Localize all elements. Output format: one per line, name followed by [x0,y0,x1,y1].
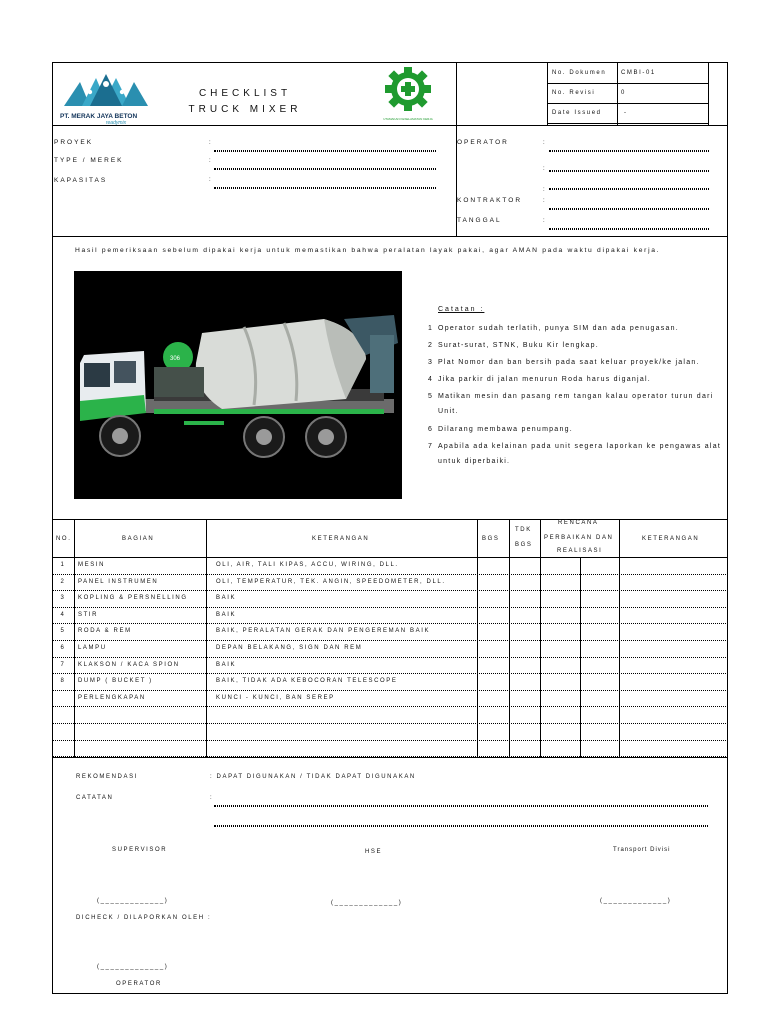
row-bagian: RODA & REM [78,628,132,634]
company-name: PT. MERAK JAYA BETON [60,113,138,120]
note-item: 2 Surat-surat, STNK, Buku Kir lengkap. [428,342,599,349]
operator-field[interactable] [549,150,709,152]
row-keterangan-cell-cell[interactable] [619,557,728,574]
kapasitas-field[interactable] [214,187,436,189]
row-realisasi-cell[interactable] [580,723,619,740]
row-keterangan-cell-cell[interactable] [619,723,728,740]
row-rencana-cell[interactable] [540,574,580,591]
row-no: 2 [60,579,66,585]
row-realisasi-cell[interactable] [580,657,619,674]
row-keterangan-cell-cell[interactable] [619,590,728,607]
row-tdk-bgs-cell[interactable] [509,673,540,690]
row-realisasi-cell[interactable] [580,673,619,690]
col-bgs: BGS [482,536,500,542]
row-keterangan-cell-cell[interactable] [619,623,728,640]
row-rencana-cell[interactable] [540,723,580,740]
col-keterangan-2: KETERANGAN [642,536,700,542]
row-rencana-cell[interactable] [540,673,580,690]
row-keterangan-cell-cell[interactable] [619,740,728,757]
row-bgs-cell[interactable] [477,723,509,740]
catatan-field-1[interactable] [214,805,708,807]
row-rencana-cell[interactable] [540,607,580,624]
row-keterangan: BAIK [216,612,237,618]
type-merek-field[interactable] [214,168,436,170]
dicheck-label: DICHECK / DILAPORKAN OLEH : [76,915,212,921]
row-bgs-cell[interactable] [477,590,509,607]
row-rencana-cell[interactable] [540,557,580,574]
note-item: 7 Apabila ada kelainan pada unit segera laporkan ke pengawas alat [428,443,722,450]
row-bagian: PANEL INSTRUMEN [78,579,159,585]
k3-gear-cross-icon [382,66,434,112]
col-rencana-1: RENCANA [558,520,599,526]
row-rencana-cell[interactable] [540,590,580,607]
supervisor-signature[interactable]: (_____________) [97,898,169,904]
row-tdk-bgs-cell[interactable] [509,740,540,757]
operator-footer-label: OPERATOR [116,981,162,987]
row-keterangan: DEPAN BELAKANG, SIGN DAN REM [216,645,363,651]
doc-date-value: - [624,110,628,116]
row-rencana-cell[interactable] [540,623,580,640]
truck-number: 306 [170,356,181,362]
tanggal-field[interactable] [549,228,709,230]
row-bgs-cell[interactable] [477,640,509,657]
col-rencana-3: REALISASI [557,548,603,554]
truck-mixer-image [74,271,402,499]
row-keterangan: BAIK [216,662,237,668]
note-item: 5 Matikan mesin dan pasang rem tangan kalau operator turun dari [428,393,714,400]
doc-revision-value: 0 [621,90,626,96]
row-no: 1 [60,562,66,568]
row-realisasi-cell[interactable] [580,640,619,657]
col-no: NO. [56,536,72,542]
form-title [180,88,310,115]
row-keterangan-cell-cell[interactable] [619,657,728,674]
kontraktor-field[interactable] [549,208,709,210]
col-keterangan: KETERANGAN [312,536,370,542]
row-keterangan-cell-cell[interactable] [619,607,728,624]
row-keterangan-cell-cell[interactable] [619,673,728,690]
row-no: 8 [60,678,66,684]
row-keterangan-cell-cell[interactable] [619,640,728,657]
row-realisasi-cell[interactable] [580,740,619,757]
row-keterangan-cell-cell[interactable] [619,574,728,591]
hse-label: HSE [365,849,383,855]
title-line2: TRUCK MIXER [188,104,302,115]
doc-revision-label: No. Revisi [552,90,596,96]
tanggal-label: TANGGAL [457,217,502,224]
note-item: 6 Dilarang membawa penumpang. [428,426,573,433]
row-bagian: DUMP ( BUCKET ) [78,678,153,684]
catatan-field-2[interactable] [214,825,708,827]
row-realisasi-cell[interactable] [580,623,619,640]
row-no: 4 [60,612,66,618]
catatan-colon: : [210,795,214,801]
row-bagian: STIR [78,612,99,618]
k3-logo-text: UTAMAKAN KESELAMATAN KERJA [383,117,433,121]
row-no: 7 [60,662,66,668]
note-item: 4 Jika parkir di jalan menurun Roda harus diganjal. [428,376,652,383]
intro-text: Hasil pemeriksaan sebelum dipakai kerja untuk memastikan bahwa peralatan layak pakai, agar AMAN pada waktu dipakai kerja. [75,247,661,254]
row-tdk-bgs-cell[interactable] [509,557,540,574]
row-bgs-cell[interactable] [477,706,509,723]
row-no: 3 [60,595,66,601]
col-rencana-2: PERBAIKAN DAN [544,535,614,541]
row-rencana-cell[interactable] [540,706,580,723]
row-keterangan-cell-cell[interactable] [619,706,728,723]
row-realisasi-cell[interactable] [580,590,619,607]
row-bagian: MESIN [78,562,106,568]
type-merek-label: TYPE / MEREK [54,157,124,164]
col-tdk-2: BGS [515,542,533,548]
row-keterangan: BAIK [216,595,237,601]
transport-label: Transport Divisi [613,847,671,853]
truck-mixer-photo [74,271,402,499]
proyek-label: PROYEK [54,139,94,146]
row-no: 5 [60,628,66,634]
row-keterangan: BAIK, PERALATAN GERAK DAN PENGEREMAN BAIK [216,628,431,634]
doc-number-value: CMBI-01 [621,70,656,76]
proyek-field[interactable] [214,150,436,152]
row-tdk-bgs-cell[interactable] [509,723,540,740]
row-rencana-cell[interactable] [540,657,580,674]
row-realisasi-cell[interactable] [580,607,619,624]
row-bgs-cell[interactable] [477,607,509,624]
company-sub: readymix [105,120,127,126]
row-bgs-cell[interactable] [477,623,509,640]
row-realisasi-cell[interactable] [580,557,619,574]
title-line1: CHECKLIST [198,88,292,99]
form-frame [52,62,728,994]
doc-date-label: Date Issued [552,110,602,116]
row-rencana-cell[interactable] [540,640,580,657]
hse-signature[interactable]: (_____________) [331,900,403,906]
row-tdk-bgs-cell[interactable] [509,590,540,607]
operator-label: OPERATOR [457,139,509,146]
kontraktor-label: KONTRAKTOR [457,197,523,204]
catatan-label: CATATAN [76,795,114,801]
row-tdk-bgs-cell[interactable] [509,690,540,707]
row-rencana-cell[interactable] [540,740,580,757]
row-keterangan-cell-cell[interactable] [619,690,728,707]
row-realisasi-cell[interactable] [580,690,619,707]
row-tdk-bgs-cell[interactable] [509,574,540,591]
k3-logo [382,66,434,124]
row-bgs-cell[interactable] [477,574,509,591]
note-item: 1 Operator sudah terlatih, punya SIM dan ada penugasan. [428,325,679,332]
doc-number-label: No. Dokumen [552,70,607,76]
col-bagian: BAGIAN [122,536,155,542]
row-bgs-cell[interactable] [477,657,509,674]
row-keterangan: KUNCI - KUNCI, BAN SEREP [216,695,335,701]
notes-title: Catatan : [438,306,485,313]
row-bgs-cell[interactable] [477,673,509,690]
row-tdk-bgs-cell[interactable] [509,623,540,640]
row-realisasi-cell[interactable] [580,706,619,723]
row-keterangan: BAIK, TIDAK ADA KEBOCORAN TELESCOPE [216,678,398,684]
row-bgs-cell[interactable] [477,740,509,757]
col-tdk-1: TDK [515,527,532,533]
rekomendasi-label: REKOMENDASI [76,774,138,780]
merak-logo-icon [60,70,152,108]
row-no: 6 [60,645,66,651]
row-realisasi-cell[interactable] [580,574,619,591]
notes-list: 1 Operator sudah terlatih, punya SIM dan ada penugasan. 2 Surat-surat, STNK, Buku Kir lengkap. 3 Plat Nomor dan ban bersih pada saat keluar proyek/ke jalan. 4 Jika parkir di jalan menurun Roda harus diganjal. 5 Matikan mesin dan pasang rem tangan kalau operator turun dari Unit. 6 Dilarang membawa penumpang. 7 Apabila ada kelainan pada unit segera laporkan ke pengawas alat untuk diperbaiki. [428,321,728,469]
row-bagian: LAMPU [78,645,107,651]
supervisor-label: SUPERVISOR [112,847,168,853]
row-tdk-bgs-cell[interactable] [509,657,540,674]
row-keterangan: OLI, TEMPERATUR, TEK. ANGIN, SPEEDOMETER, DLL. [216,579,446,585]
row-bagian: PERLENGKAPAN [78,695,146,701]
kapasitas-label: KAPASITAS [54,177,108,184]
note-item: 3 Plat Nomor dan ban bersih pada saat keluar proyek/ke jalan. [428,359,700,366]
row-tdk-bgs-cell[interactable] [509,607,540,624]
row-bgs-cell[interactable] [477,690,509,707]
transport-signature[interactable]: (_____________) [600,898,672,904]
company-logo [60,70,152,126]
row-bgs-cell[interactable] [477,557,509,574]
operator-signature[interactable]: (_____________) [97,964,169,970]
row-rencana-cell[interactable] [540,690,580,707]
row-bagian: KOPLING & PERSNELLING [78,595,188,601]
rekomendasi-value[interactable]: : DAPAT DIGUNAKAN / TIDAK DAPAT DIGUNAKAN [210,774,416,780]
row-keterangan: OLI, AIR, TALI KIPAS, ACCU, WIRING, DLL. [216,562,399,568]
row-tdk-bgs-cell[interactable] [509,706,540,723]
row-tdk-bgs-cell[interactable] [509,640,540,657]
row-bagian: KLAKSON / KACA SPION [78,662,180,668]
